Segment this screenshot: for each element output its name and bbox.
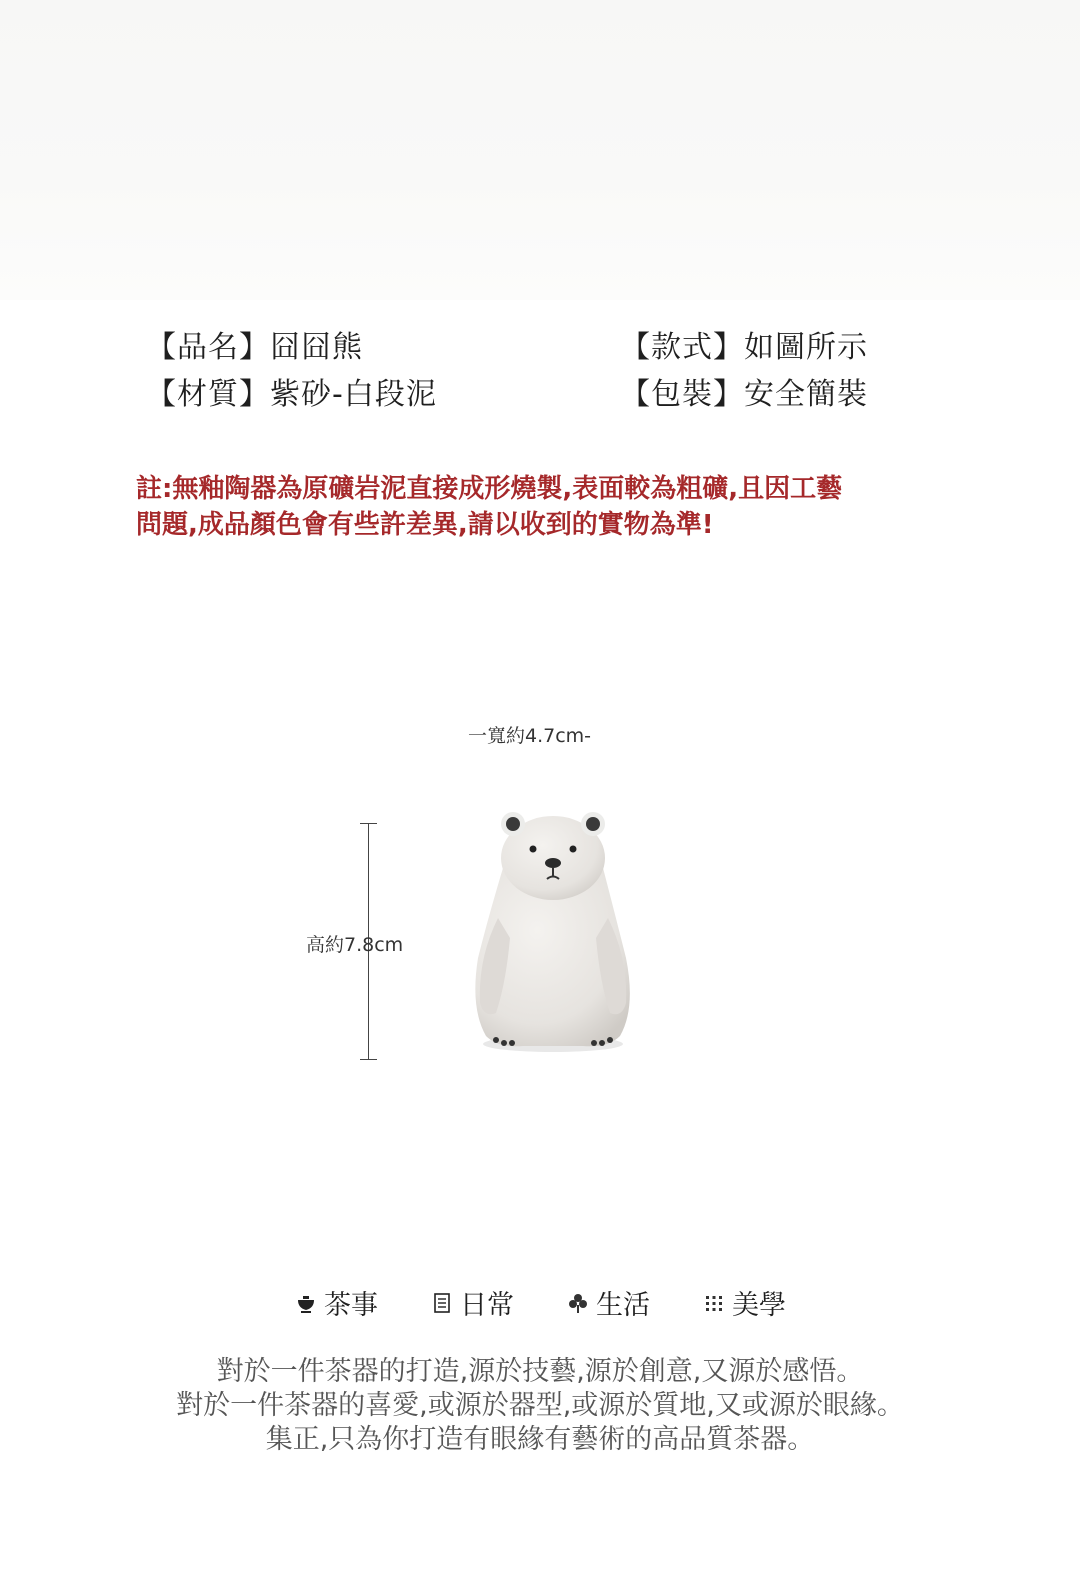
spec-package: 【包裝】安全簡裝 [620, 377, 868, 412]
teacup-icon [294, 1291, 318, 1315]
tag-label: 美學 [732, 1290, 786, 1321]
slogan-line-1: 對於一件茶器的打造,源於技藝,源於創意,又源於感悟。 [216, 1356, 864, 1387]
slogan-line-3: 集正,只為你打造有眼緣有藝術的高品質茶器。 [265, 1424, 815, 1455]
tag-label: 生活 [596, 1290, 650, 1321]
notice-line-1: 註:無釉陶器為原礦岩泥直接成形燒製,表面較為粗礦,且因工藝 [136, 474, 843, 504]
hero-image [0, 0, 1080, 300]
height-label: 高約7.8cm [306, 934, 404, 956]
width-label: 一寬約4.7cm- [468, 725, 592, 747]
spec-style: 【款式】如圖所示 [620, 330, 868, 365]
clover-icon [566, 1291, 590, 1315]
tag-bar [0, 1283, 1080, 1322]
height-measure-bottom-tick [360, 1059, 377, 1060]
notice-line-2: 問題,成品顏色會有些許差異,請以收到的實物為準! [136, 510, 714, 540]
height-measure-top-tick [360, 823, 377, 824]
tag-tea-affairs[interactable] [294, 1283, 378, 1322]
document-icon [430, 1291, 454, 1315]
tag-label: 日常 [460, 1290, 514, 1321]
slogan-line-2: 對於一件茶器的喜愛,或源於器型,或源於質地,又或源於眼緣。 [176, 1390, 904, 1421]
spec-material: 【材質】紫砂-白段泥 [146, 377, 437, 412]
tag-label: 茶事 [324, 1290, 378, 1321]
polar-bear-figurine [458, 808, 648, 1058]
tag-aesthetics[interactable] [702, 1283, 786, 1322]
spec-name: 【品名】囧囧熊 [146, 330, 363, 365]
tag-life[interactable] [566, 1283, 650, 1322]
tag-daily[interactable] [430, 1283, 514, 1322]
dots-grid-icon [702, 1291, 726, 1315]
